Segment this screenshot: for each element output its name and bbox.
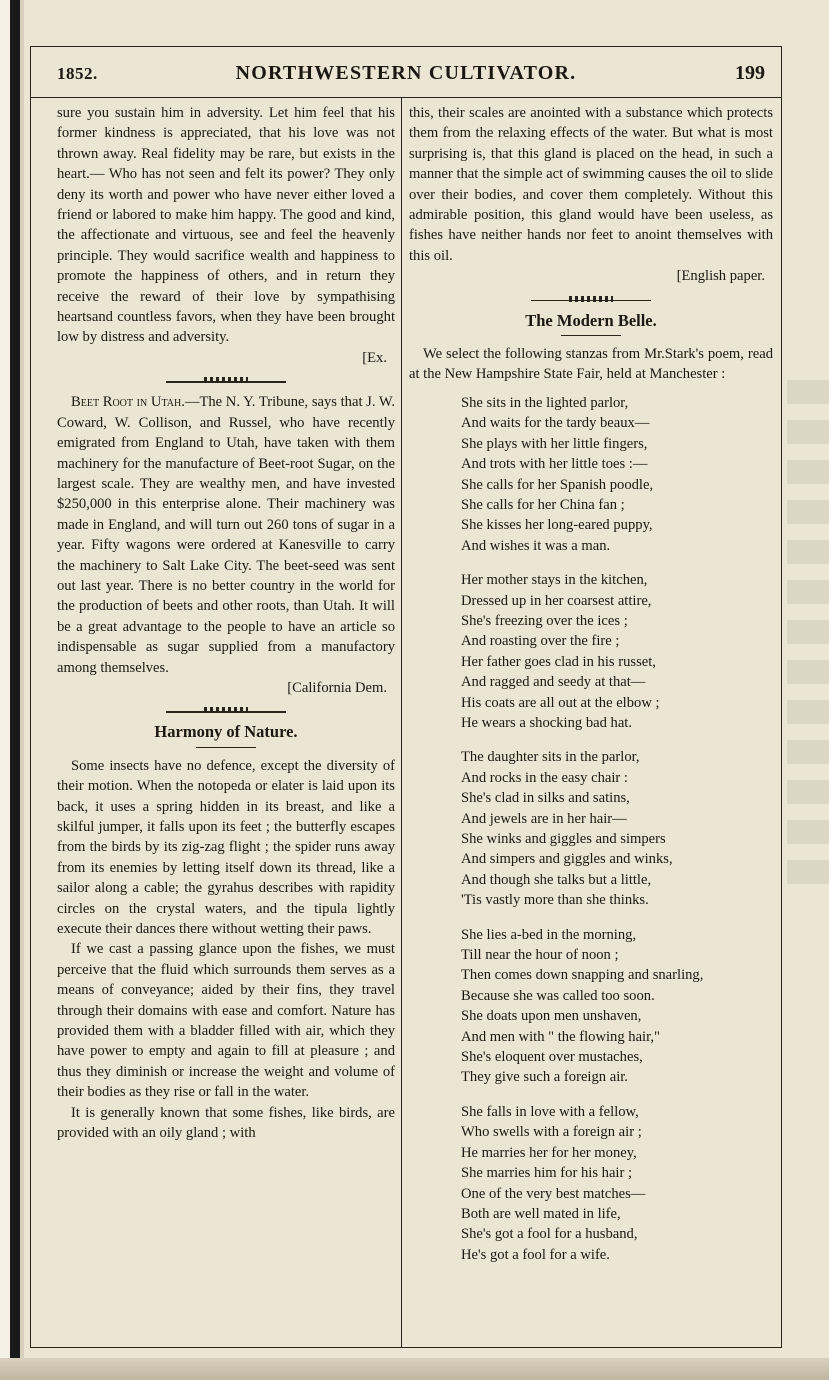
ornament-divider [409,291,773,305]
harmony-heading: Harmony of Nature. [154,722,298,742]
poem-line: He marries her for her money, [461,1144,637,1161]
column-divider [401,97,402,1347]
poem-line: And ragged and seedy at that— [461,674,646,691]
poem-line: He wears a shocking bad hat. [461,714,633,731]
poem-stanza-1 [461,393,773,556]
poem-line: And rocks in the easy chair : [461,769,628,786]
poem-line: She marries him for his hair ; [461,1165,633,1182]
continued-paragraph: this, their scales are anointed with a substance which protects them from the relaxing effects of the water. But what is most surprising is, that this gland is placed on the head, in such a manner that the simple act of swimming causes the oil to slide over their bodies, and cover them completely. Without this admirable position, this gland would have been useless, as fishes have neither hands nor feet to anoint themselves with this oil. [409,105,773,264]
poem-line: Then comes down snapping and snarling, [461,967,704,984]
poem-line: And wishes it was a man. [461,537,611,554]
poem-line: And roasting over the fire ; [461,633,620,650]
scan-binding-edge [0,0,24,1380]
poem-line: Till near the hour of noon ; [461,947,619,964]
poem-line: She plays with her little fingers, [461,435,648,452]
intro-source: [Ex. [362,349,387,366]
modern-belle-heading: The Modern Belle. [525,310,657,330]
bleed-through-shadow [787,380,829,900]
heading-rule [561,335,621,336]
poem-line: She falls in love with a fellow, [461,1103,639,1120]
poem-stanza-4 [461,925,773,1088]
scan-bottom-edge [0,1358,829,1380]
poem-line: They give such a foreign air. [461,1069,628,1086]
poem-line: She's freezing over the ices ; [461,612,628,629]
beet-root-title: Beet Root in Utah. [71,394,185,411]
poem-line: She's got a fool for a husband, [461,1226,638,1243]
poem-line: One of the very best matches— [461,1185,646,1202]
page-header [31,47,781,98]
heading-rule [196,747,256,748]
modern-belle-intro: We select the following stanzas from Mr.Stark's poem, read at the New Hampshire State Fair, held at Manchester : [409,346,773,383]
poem-line: His coats are all out at the elbow ; [461,694,660,711]
harmony-paragraph-1: Some insects have no defence, except the diversity of their motion. When the notopeda or elater is laid upon its back, it uses a spring hidden in its breast, and like a skilful jumper, it falls upon its feet ; the butterfly escapes from the birds by its zig-zag flight ; the spider runs away from its enemies by letting itself down its thread, like a sailor along a cable; the gyrahus describes with rapidity circles on the crystal waters, and the tipula lightly execute their dances there without wetting their paws. [57,757,395,938]
poem-line: Her father goes clad in his russet, [461,653,656,670]
poem-line: She's clad in silks and satins, [461,790,630,807]
header-year: 1852. [57,64,98,83]
intro-paragraph: sure you sustain him in adversity. Let him feel that his former kindness is appreciated, that his love was not thrown away. Real fidelity may be rare, but exists in the heart.— Who has not seen and felt its power? They only deny its worth and power who have never either loved a friend or labored to make him happy. The good and kind, the affectionate and virtuous, see and feel the heavenly principle. They would sacrifice wealth and happiness to promote the happiness of others, and in return they receive the reward of their love by sympathising heartsand countless favors, when they have been brought low by distress and adversity. [57,105,395,346]
poem-line: She doats upon men unshaven, [461,1008,642,1025]
beet-root-source: [California Dem. [287,679,387,696]
poem-line: And men with " the flowing hair," [461,1028,660,1045]
poem-line: 'Tis vastly more than she thinks. [461,892,649,909]
ornament-divider [57,372,395,386]
poem-line: Her mother stays in the kitchen, [461,572,648,589]
poem-line: She sits in the lighted parlor, [461,394,629,411]
poem-line: She winks and giggles and simpers [461,831,666,847]
poem-stanza-3 [461,747,773,910]
newspaper-page [30,46,782,1348]
beet-root-body: —The N. Y. Tribune, says that J. W. Coward, W. Collison, and Russel, who have recently emigrated from England to Utah, have taken with them machinery for the manufacture of Beet-root Sugar, on the largest scale. They are wealthy men, and have invested $250,000 in this enterprise alone. Their machinery was made in England, and will turn out 260 tons of sugar in a year. Fifty wagons were ordered at Kanesville to carry the machinery to Salt Lake City. The beet-seed was sent out last year. There is no better country in the world for the production of beets and other roots, than Utah. It will be a great advantage to the people to have an article so indispensable as sugar supplied from a manufactory among themselves. [57,394,395,676]
poem-line: He's got a fool for a wife. [461,1246,610,1263]
poem-line: Dressed up in her coarsest attire, [461,592,652,609]
right-column [409,103,773,1279]
poem-line: She kisses her long-eared puppy, [461,517,653,534]
poem-line: And simpers and giggles and winks, [461,851,673,868]
poem-line: And waits for the tardy beaux— [461,415,650,432]
poem-line: She lies a-bed in the morning, [461,926,637,943]
poem-line: Both are well mated in life, [461,1205,621,1222]
poem-line: She calls for her Spanish poodle, [461,476,654,493]
continued-source: [English paper. [676,268,765,285]
left-column [57,103,395,1144]
poem-line: The daughter sits in the parlor, [461,749,640,766]
poem-stanza-5 [461,1102,773,1265]
poem-stanza-2 [461,570,773,733]
beet-root-article [57,392,395,678]
poem-line: Because she was called too soon. [461,987,655,1004]
poem-line: And though she talks but a little, [461,871,652,888]
poem-line: Who swells with a foreign air ; [461,1124,642,1141]
header-page-number: 199 [735,62,765,84]
poem-line: She calls for her China fan ; [461,496,625,513]
harmony-paragraph-3: It is generally known that some fishes, like birds, are provided with an oily gland ; with [57,1104,395,1142]
header-title: NORTHWESTERN CULTIVATOR. [235,62,577,84]
poem-line: And trots with her little toes :— [461,456,648,473]
poem-line: And jewels are in her hair— [461,810,627,827]
harmony-paragraph-2: If we cast a passing glance upon the fishes, we must perceive that the fluid which surrounds them serves as a means of conveyance; aided by their fins, they travel through their domains with ease and comfort. Nature has provided them with a bladder filled with air, which they have power to empty and again to fill at pleasure ; and thus they diminish or increase the weight and volume of their bodies as they rise or fall in the water. [57,941,395,1101]
ornament-divider [57,702,395,716]
poem-line: She's eloquent over mustaches, [461,1049,643,1066]
